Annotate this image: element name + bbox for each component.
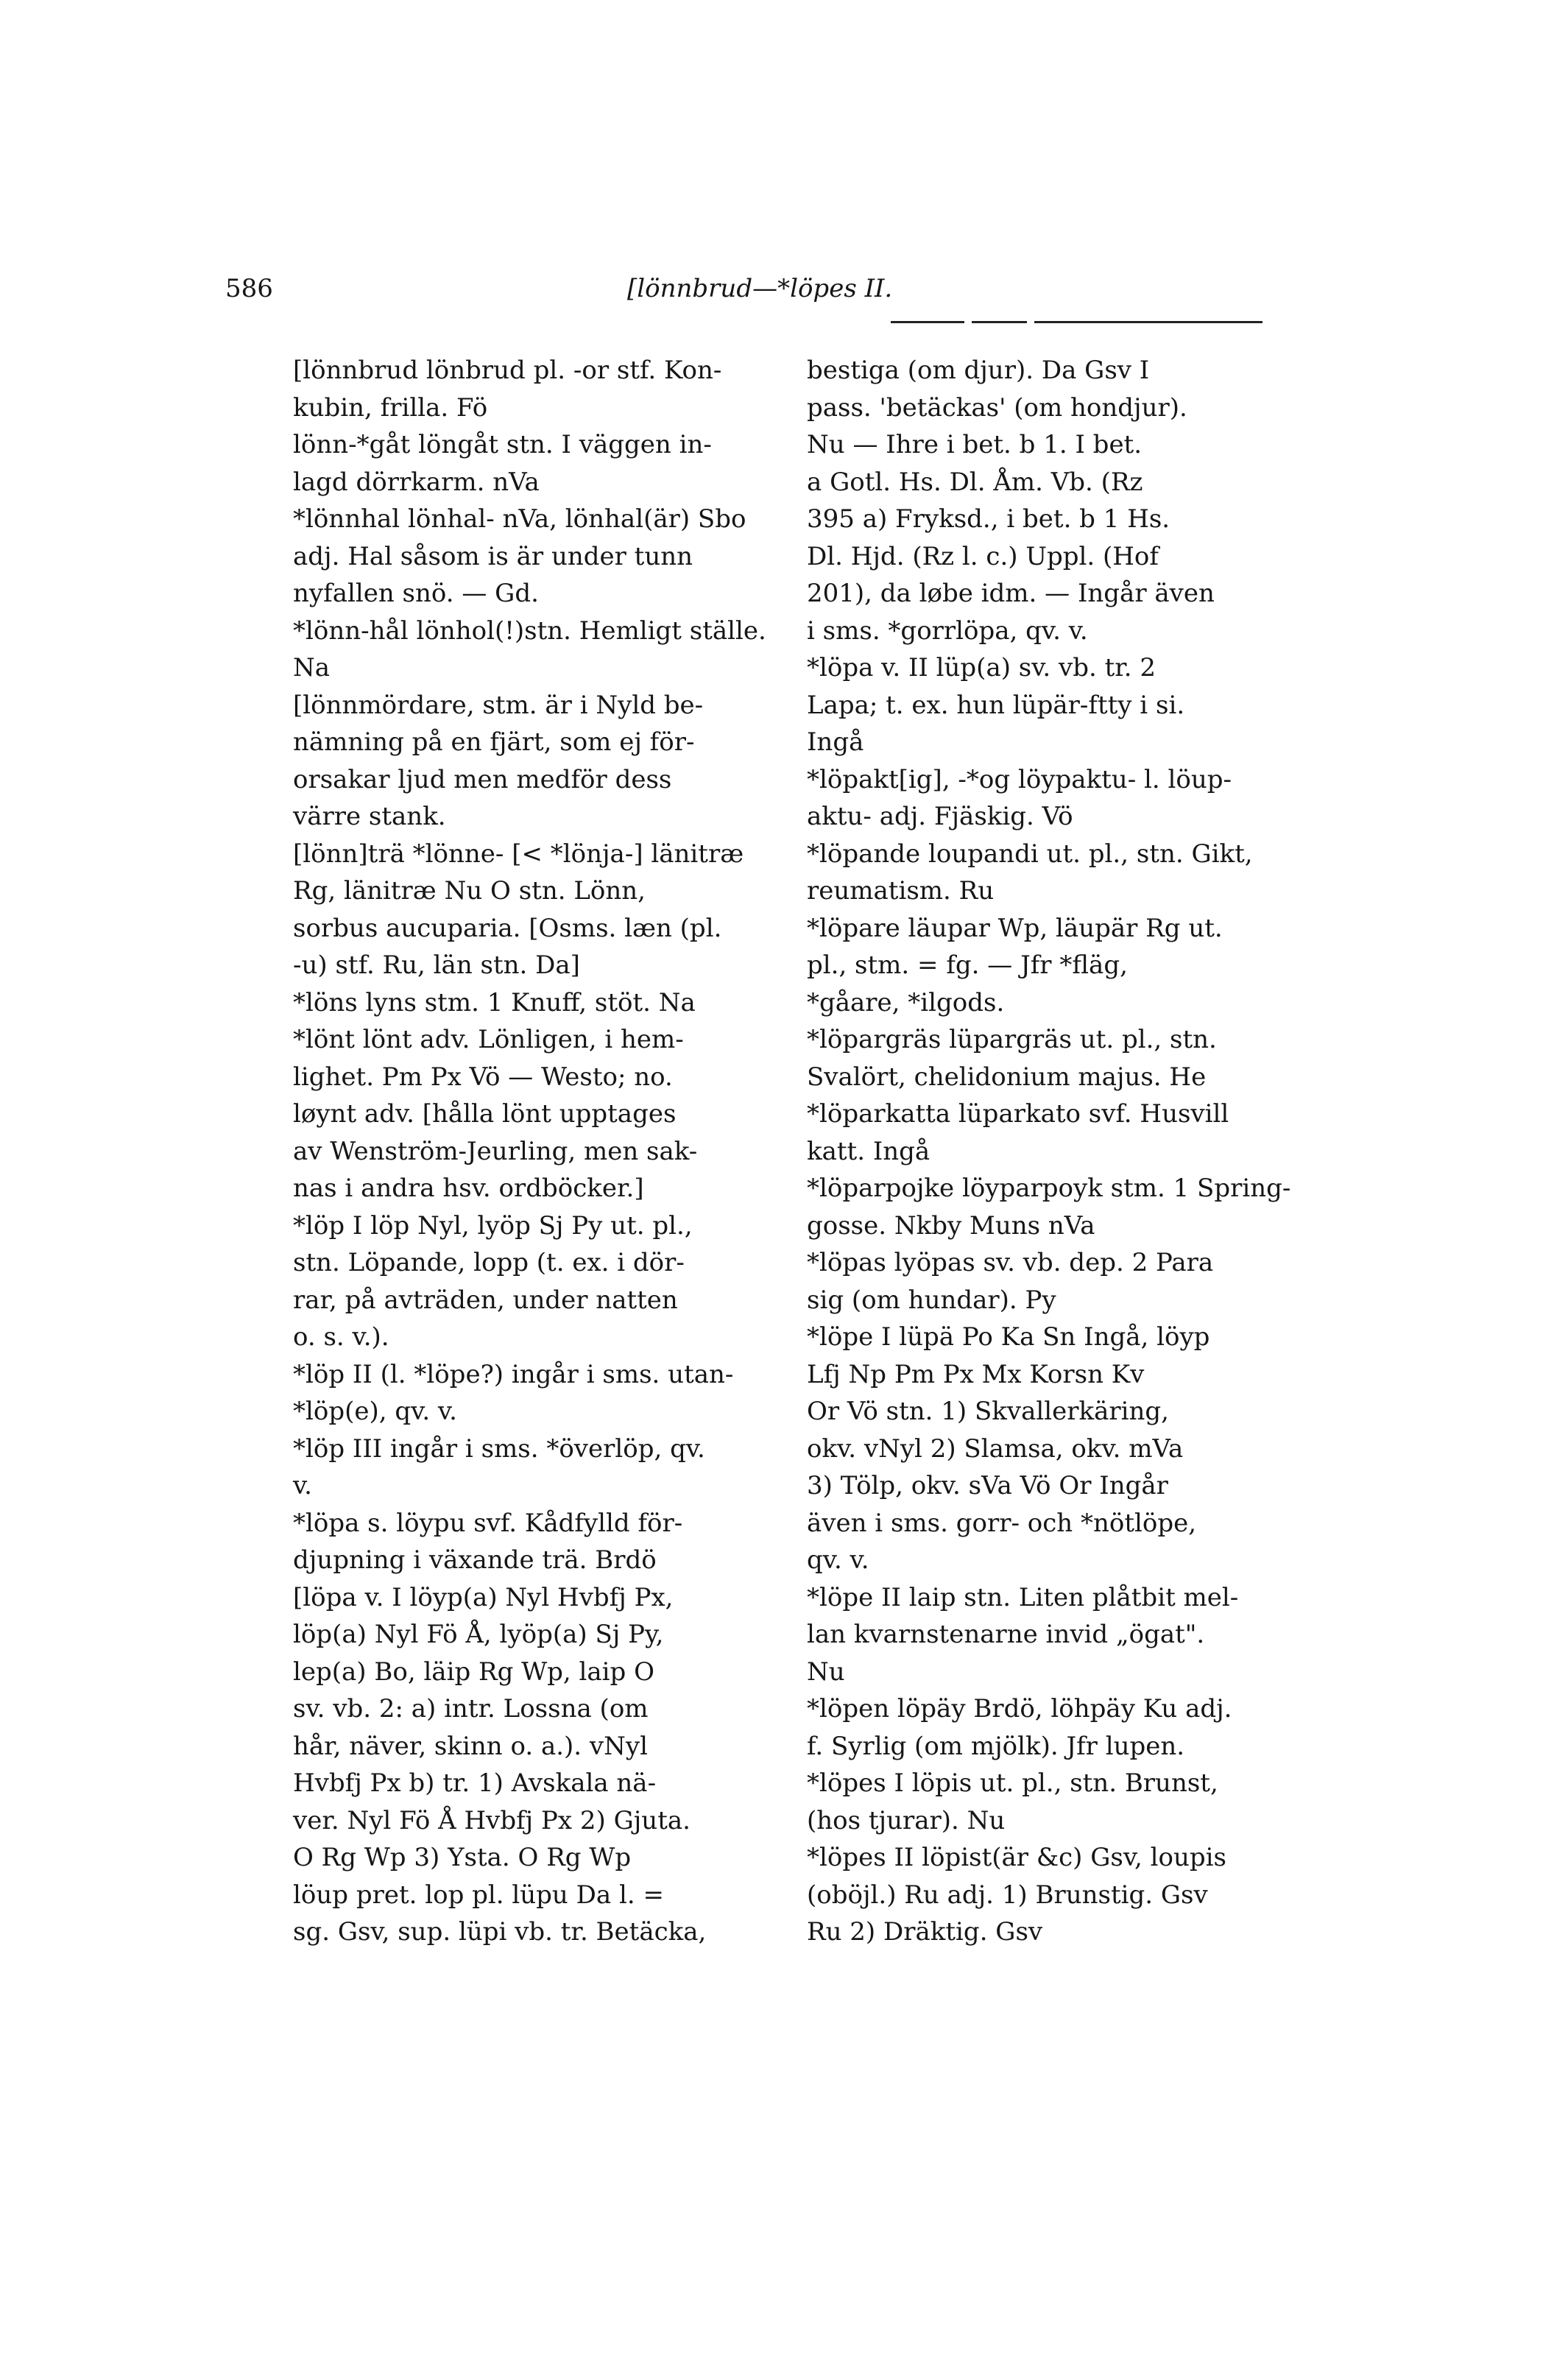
text-line: *löpakt[ig], -*og löypaktu- l. löup- [807, 764, 1232, 794]
text-line: O Rg Wp 3) Ysta. O Rg Wp [293, 1843, 632, 1872]
text-line: [lönnmördare, stm. är i Nyld be- [293, 690, 704, 720]
text-line: 201), da løbe idm. — Ingår även [807, 579, 1215, 608]
text-line: a Gotl. Hs. Dl. Åm. Vb. (Rz [807, 467, 1143, 497]
text-line: -u) stf. Ru, län stn. Da] [293, 950, 580, 980]
page-number: 586 [225, 274, 273, 303]
text-line: Nu [807, 1657, 845, 1687]
text-line: Lapa; t. ex. hun lüpär-ftty i si. [807, 690, 1185, 720]
text-line: *löpe II laip stn. Liten plåtbit mel- [807, 1582, 1239, 1612]
text-line: pass. 'betäckas' (om hondjur). [807, 392, 1187, 423]
text-line: *löpa s. löypu svf. Kådfylld för- [293, 1508, 683, 1538]
text-line: lighet. Pm Px Vö — Westo; no. [293, 1062, 673, 1092]
text-line: 3) Tölp, okv. sVa Vö Or Ingår [807, 1471, 1168, 1500]
text-line: *löp(e), qv. v. [293, 1397, 457, 1426]
text-line: ver. Nyl Fö Å Hvbfj Px 2) Gjuta. [293, 1805, 691, 1835]
text-line: (hos tjurar). Nu [807, 1805, 1006, 1835]
text-line: *löpes II löpist(är &c) Gsv, loupis [807, 1843, 1226, 1872]
text-line: bestiga (om djur). Da Gsv I [807, 356, 1150, 385]
text-line: nämning på en fjärt, som ej för- [293, 727, 695, 757]
text-line: nas i andra hsv. ordböcker.] [293, 1174, 644, 1203]
header-rule-segment [972, 321, 1027, 323]
text-line: Nu — Ihre i bet. b 1. I bet. [807, 430, 1143, 459]
text-line: *löpargräs lüpargräs ut. pl., stn. [807, 1025, 1217, 1054]
text-line: *löparpojke löyparpoyk stm. 1 Spring- [807, 1174, 1291, 1203]
text-line: *löpa v. II lüp(a) sv. vb. tr. 2 [807, 653, 1156, 682]
text-line: lönn-*gåt löngåt stn. I väggen in- [293, 430, 712, 459]
text-line: nyfallen snö. — Gd. [293, 579, 539, 608]
text-line: f. Syrlig (om mjölk). Jfr lupen. [807, 1731, 1185, 1761]
text-line: reumatism. Ru [807, 876, 995, 906]
text-line: aktu- adj. Fjäskig. Vö [807, 802, 1073, 831]
text-line: adj. Hal såsom is är under tunn [293, 541, 693, 571]
text-line: okv. vNyl 2) Slamsa, okv. mVa [807, 1433, 1184, 1464]
text-line: [lönnbrud lönbrud pl. -or stf. Kon- [293, 356, 722, 385]
text-line: o. s. v.). [293, 1322, 389, 1352]
text-line: orsakar ljud men medför dess [293, 764, 672, 794]
text-line: stn. Löpande, lopp (t. ex. i dör- [293, 1248, 685, 1277]
text-line: v. [293, 1471, 312, 1500]
text-line: *lönt lönt adv. Lönligen, i hem- [293, 1025, 684, 1054]
text-line: även i sms. gorr- och *nötlöpe, [807, 1508, 1197, 1538]
text-line: pl., stm. = fg. — Jfr *fläg, [807, 950, 1128, 980]
text-line: sorbus aucuparia. [Osms. læn (pl. [293, 913, 722, 943]
text-line: *löpas lyöpas sv. vb. dep. 2 Para [807, 1248, 1214, 1277]
text-line: *löpare läupar Wp, läupär Rg ut. [807, 913, 1223, 943]
text-line: løynt adv. [hålla lönt upptages [293, 1099, 677, 1129]
text-line: *lönn-hål lönhol(!)stn. Hemligt ställe. [293, 615, 766, 646]
text-line: djupning i växande trä. Brdö [293, 1545, 657, 1575]
text-line: gosse. Nkby Muns nVa [807, 1210, 1095, 1241]
text-line: Ingå [807, 727, 864, 757]
text-line: sig (om hundar). Py [807, 1285, 1056, 1315]
text-line: *löns lyns stm. 1 Knuff, stöt. Na [293, 987, 696, 1017]
text-line: Ru 2) Dräktig. Gsv [807, 1917, 1043, 1947]
text-line: kubin, frilla. Fö [293, 392, 488, 423]
text-line: sg. Gsv, sup. lüpi vb. tr. Betäcka, [293, 1917, 707, 1947]
text-line: (oböjl.) Ru adj. 1) Brunstig. Gsv [807, 1880, 1208, 1910]
text-line: Svalört, chelidonium majus. He [807, 1062, 1207, 1092]
left-column [293, 352, 808, 1951]
text-line: [lönn]trä *lönne- [< *lönja-] länitræ [293, 839, 744, 869]
text-line: *löpes I löpis ut. pl., stn. Brunst, [807, 1768, 1218, 1798]
text-line: *lönnhal lönhal- nVa, lönhal(är) Sbo [293, 504, 746, 534]
text-line: lagd dörrkarm. nVa [293, 467, 540, 497]
text-line: *löp I löp Nyl, lyöp Sj Py ut. pl., [293, 1210, 693, 1241]
text-line: sv. vb. 2: a) intr. Lossna (om [293, 1694, 649, 1724]
header-rule-segment [1034, 321, 1262, 323]
header-rule-segment [891, 321, 964, 323]
text-line: hår, näver, skinn o. a.). vNyl [293, 1731, 648, 1761]
running-title: [lönnbrud—*löpes II. [627, 274, 893, 303]
text-line: *gåare, *ilgods. [807, 987, 1005, 1017]
text-line: *löp III ingår i sms. *överlöp, qv. [293, 1433, 705, 1464]
text-line: *löpen löpäy Brdö, löhpäy Ku adj. [807, 1694, 1232, 1724]
text-line: *löparkatta lüparkato svf. Husvill [807, 1099, 1229, 1129]
right-column [807, 352, 1338, 1951]
text-line: *löpe I lüpä Po Ka Sn Ingå, löyp [807, 1322, 1210, 1352]
text-line: Hvbfj Px b) tr. 1) Avskala nä- [293, 1768, 657, 1798]
text-line: värre stank. [293, 802, 446, 831]
text-line: Or Vö stn. 1) Skvallerkäring, [807, 1397, 1169, 1426]
text-line: Rg, länitræ Nu O stn. Lönn, [293, 876, 646, 906]
text-line: katt. Ingå [807, 1136, 930, 1166]
page-header [0, 274, 1568, 318]
text-line: Dl. Hjd. (Rz l. c.) Uppl. (Hof [807, 541, 1159, 571]
text-line: qv. v. [807, 1545, 869, 1575]
text-line: rar, på avträden, under natten [293, 1285, 678, 1315]
text-line: *löpande loupandi ut. pl., stn. Gikt, [807, 839, 1253, 869]
text-line: lep(a) Bo, läip Rg Wp, laip O [293, 1657, 654, 1687]
text-line: löup pret. lop pl. lüpu Da l. = [293, 1880, 664, 1910]
text-line: löp(a) Nyl Fö Å, lyöp(a) Sj Py, [293, 1620, 664, 1649]
text-line: Na [293, 653, 331, 682]
text-line: 395 a) Fryksd., i bet. b 1 Hs. [807, 504, 1170, 534]
text-line: [löpa v. I löyp(a) Nyl Hvbfj Px, [293, 1582, 674, 1612]
text-line: lan kvarnstenarne invid „ögat". [807, 1620, 1205, 1649]
text-line: i sms. *gorrlöpa, qv. v. [807, 615, 1088, 646]
text-line: av Wenström-Jeurling, men sak- [293, 1136, 698, 1166]
text-line: *löp II (l. *löpe?) ingår i sms. utan- [293, 1359, 734, 1389]
text-line: Lfj Np Pm Px Mx Korsn Kv [807, 1359, 1145, 1389]
